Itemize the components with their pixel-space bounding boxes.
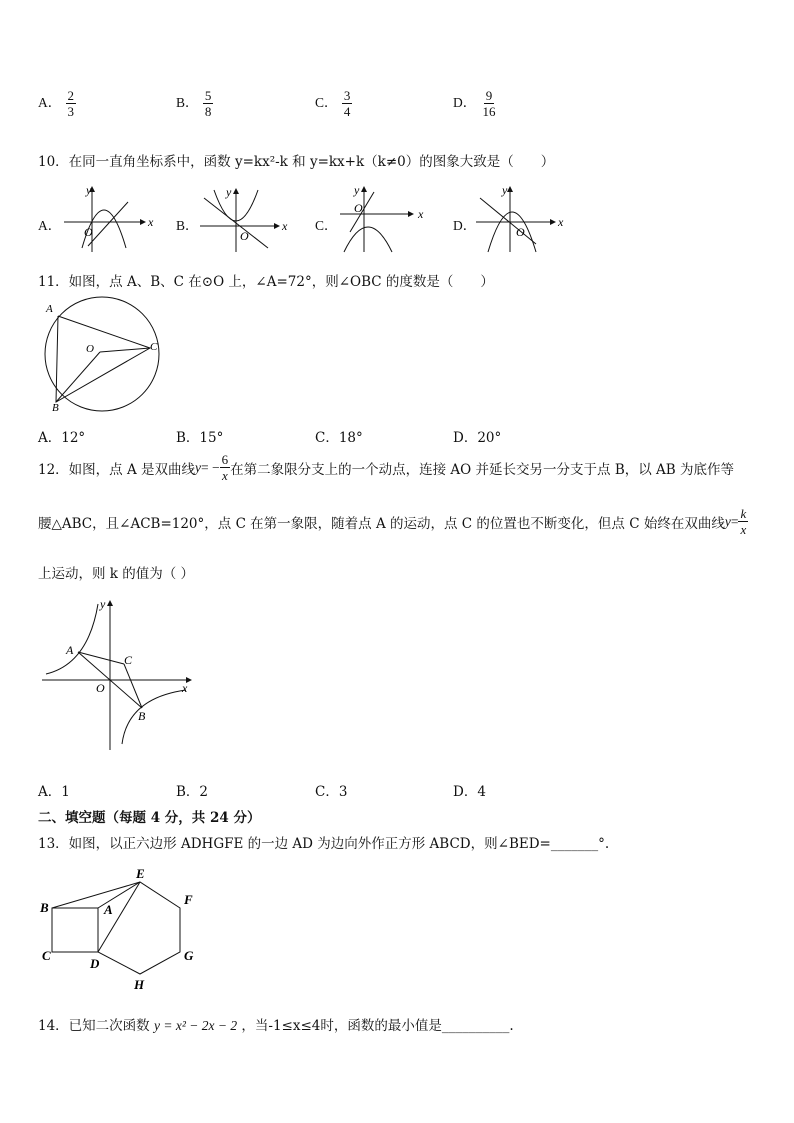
q11-figure xyxy=(30,296,180,420)
q9-option-d-num: 9 xyxy=(485,88,493,103)
q10-graph-d xyxy=(474,182,566,254)
q10-graph-a xyxy=(62,182,152,254)
q10-c-x-label: x xyxy=(418,207,424,221)
q11-option-c: C．18° xyxy=(315,430,363,446)
q11-option-d: D．20° xyxy=(453,430,502,446)
q13-label-b: B xyxy=(40,900,49,915)
q10-b-x-label: x xyxy=(282,219,288,233)
q10-option-c-letter: C． xyxy=(315,218,338,233)
q12-line1-fraction xyxy=(220,452,231,483)
q10-option-a-letter: A． xyxy=(38,218,62,233)
q12-line1-num: 6 xyxy=(221,452,229,467)
q12-line1-pre: 12．如图，点 A 是双曲线 xyxy=(38,461,196,478)
q11-option-a: A．12° xyxy=(38,430,86,446)
q13-figure xyxy=(38,862,208,994)
q12-label-a: A xyxy=(66,643,74,657)
q9-option-b-letter: B． xyxy=(176,95,199,110)
q14-line xyxy=(38,1014,514,1034)
q9-option-a-num: 2 xyxy=(67,88,75,103)
q10-d-x-label: x xyxy=(558,215,564,229)
q12-label-c: C xyxy=(124,653,133,667)
q10-b-y-label: y xyxy=(226,185,232,199)
q10-a-origin-label: O xyxy=(84,225,93,239)
q9-option-a-fraction xyxy=(66,88,77,119)
q12-line2 xyxy=(38,506,748,537)
q12-line3: 上运动，则 k 的值为（ ） xyxy=(38,566,195,582)
q14-pre: 14．已知二次函数 xyxy=(38,1018,150,1034)
q9-option-b xyxy=(176,88,213,119)
q12-line1-post: 在第二象限分支上的一个动点，连接 AO 并延长交另一分支于点 B，以 AB 为底作等 xyxy=(230,461,734,478)
q12-line2-den: x xyxy=(740,522,747,537)
q13-label-e: E xyxy=(136,866,145,881)
q10-graph-c xyxy=(338,182,428,254)
q9-option-b-fraction xyxy=(203,88,214,119)
q11-label-o: O xyxy=(86,343,94,355)
q12-label-x: x xyxy=(182,681,188,695)
q12-label-b: B xyxy=(138,709,146,723)
q9-option-a-den: 3 xyxy=(67,104,75,119)
q12-figure xyxy=(38,594,198,754)
q9-option-c-num: 3 xyxy=(343,88,351,103)
q10-option-d-letter: D． xyxy=(453,218,477,233)
q12-line2-y: y xyxy=(724,513,731,529)
q12-label-o: O xyxy=(96,681,105,695)
q12-line2-pre: 腰△ABC，且∠ACB=120°，点 C 在第一象限，随着点 A 的运动，点 C 的位置也不断变化，但点 C 始终在双曲线 xyxy=(38,515,725,532)
q9-option-c-den: 4 xyxy=(343,104,351,119)
q12-line2-eq: = xyxy=(730,513,739,529)
q13-label-h: H xyxy=(134,977,145,992)
q14-post: ，当-1≤x≤4时，函数的最小值是__________. xyxy=(241,1018,514,1034)
q12-option-b: B．2 xyxy=(176,784,209,800)
q10-a-y-label: y xyxy=(86,183,92,197)
q12-option-c: C．3 xyxy=(315,784,348,800)
q11-label-c: C xyxy=(150,341,158,353)
q11-label-b: B xyxy=(52,402,59,414)
q11-label-a: A xyxy=(46,303,53,315)
q10-c-y-label: y xyxy=(354,183,360,197)
q10-a-x-label: x xyxy=(148,215,154,229)
section-2-heading: 二、填空题（每题 4 分，共 24 分） xyxy=(38,810,261,826)
q9-option-c xyxy=(315,88,352,119)
q10-b-origin-label: O xyxy=(240,229,249,243)
q10-d-y-label: y xyxy=(502,183,508,197)
q12-line1 xyxy=(38,452,734,483)
q13-label-d: D xyxy=(90,956,100,971)
q11-option-b: B．15° xyxy=(176,430,224,446)
q9-option-b-den: 8 xyxy=(204,104,212,119)
q11-stem: 11．如图，点 A、B、C 在⊙O 上，∠A=72°，则∠OBC 的度数是（ ） xyxy=(38,274,494,290)
q13-label-c: C xyxy=(42,948,51,963)
q12-label-y: y xyxy=(100,597,106,611)
q13-label-f: F xyxy=(184,892,193,907)
q9-option-d xyxy=(453,88,498,119)
q9-option-d-den: 16 xyxy=(482,104,496,119)
q12-line1-den: x xyxy=(221,468,228,483)
q9-option-d-letter: D． xyxy=(453,95,477,110)
q14-expression: y = x² − 2x − 2 xyxy=(153,1018,238,1033)
q9-option-d-fraction xyxy=(481,88,498,119)
q13-label-a: A xyxy=(104,902,113,917)
q12-line1-eq: = − xyxy=(201,459,220,475)
q12-option-a: A．1 xyxy=(38,784,70,800)
q10-c-origin-label: O xyxy=(354,201,363,215)
q9-option-c-fraction xyxy=(342,88,353,119)
q9-option-a-letter: A． xyxy=(38,95,62,110)
q12-line1-y: y xyxy=(195,459,202,475)
q10-graph-b xyxy=(198,182,290,254)
q10-d-origin-label: O xyxy=(516,225,525,239)
q13-label-g: G xyxy=(184,948,194,963)
q12-line2-num: k xyxy=(740,506,747,521)
q13-stem: 13．如图，以正六边形 ADHGFE 的一边 AD 为边向外作正方形 ABCD，则∠BED=_______°. xyxy=(38,836,610,852)
q9-option-a xyxy=(38,88,76,119)
q10-stem: 10．在同一直角坐标系中，函数 y=kx²-k 和 y=kx+k（k≠0）的图象大致是（ ） xyxy=(38,154,555,170)
q12-option-d: D．4 xyxy=(453,784,486,800)
q12-line2-fraction xyxy=(738,506,748,537)
q9-option-c-letter: C． xyxy=(315,95,338,110)
q9-option-b-num: 5 xyxy=(204,88,212,103)
q10-option-b-letter: B． xyxy=(176,218,199,233)
